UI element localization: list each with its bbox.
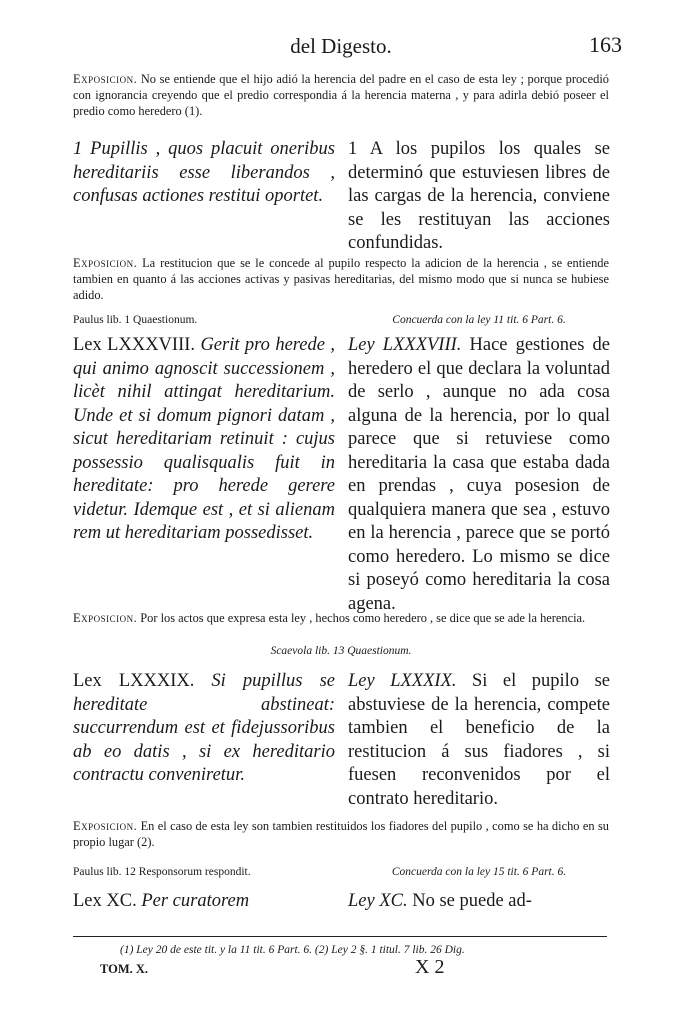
- exposition-3: [73, 610, 609, 626]
- exposition-4: [73, 818, 609, 850]
- exposition-1: [73, 71, 609, 119]
- page-number: 163: [589, 32, 622, 57]
- lex90-latin-text: Per curatorem: [136, 891, 250, 911]
- para1-latin: 1 Pupillis , quos placuit oneribus hereditariis esse liberandos , confusas actiones restitui oportet.: [73, 139, 335, 206]
- lex88-spanish: [348, 334, 610, 616]
- page-title: del Digesto.: [290, 34, 392, 58]
- lex88-latin-heading: Lex LXXXVIII.: [73, 335, 196, 355]
- lex89-latin: [73, 670, 335, 788]
- signature-mark: X 2: [415, 956, 445, 978]
- lex89-spanish-text: Si el pupilo se abstuviese de la herencia, compete tambien el beneficio de la restitucion á sus fiadores , si fuesen reconvenidos por el contrato hereditario.: [348, 671, 610, 809]
- exposition-text: Por los actos que expresa esta ley , hechos como heredero , se dice que se ade la herencia.: [137, 611, 586, 625]
- exposition-label: Exposicion.: [73, 256, 138, 270]
- lex89-latin-heading: Lex LXXXIX.: [73, 671, 195, 691]
- lex90-spanish-text: No se puede ad-: [407, 891, 532, 911]
- lex89-spanish: [348, 670, 610, 811]
- lex88-spanish-heading: Ley LXXXVIII.: [348, 335, 462, 355]
- lex90-concordance: Concuerda con la ley 15 tit. 6 Part. 6.: [391, 866, 567, 878]
- exposition-text: No se entiende que el hijo adió la herencia del padre en el caso de esta ley ; porque procedió con ignorancia creyendo que el predio correspondia á la herencia materna , y para adirla debió poseer el predio como heredero (1).: [73, 72, 609, 118]
- lex89-spanish-heading: Ley LXXXIX.: [348, 671, 457, 691]
- lex88-latin-text: Gerit pro herede , qui animo agnoscit successionem , licèt nihil attingat hereditarium. Unde et si domum pignori datam , sicut hereditariam retinuit : cujus possessio qualisqualis fuit in hereditate: pro herede gerere videtur. Idemque est , et si alienam rem ut hereditariam possedisset.: [73, 335, 335, 543]
- exposition-label: Exposicion.: [73, 72, 138, 86]
- footnotes: (1) Ley 20 de este tit. y la 11 tit. 6 Part. 6. (2) Ley 2 §. 1 titul. 7 lib. 26 Dig.: [120, 944, 465, 956]
- exposition-text: En el caso de esta ley son tambien restituidos los fiadores del pupilo , como se ha dicho en su propio lugar (2).: [73, 819, 609, 849]
- lex88-latin: [73, 334, 335, 546]
- lex90-latin-heading: Lex XC.: [73, 891, 137, 911]
- lex90-spanish: [348, 890, 610, 914]
- footnote-rule: [73, 936, 607, 937]
- lex88-spanish-text: Hace gestiones de heredero el que declara la voluntad de serlo , aunque no ada cosa alguna de la herencia, por lo qual parece que si retuviese como hereditaria la casa que estaba dada en prendas , cuya posesion de qualquiera manera que sea , estuvo en la herencia , parece que se portó como heredero. Lo mismo se dice si poseyó como hereditaria la cosa agena.: [348, 335, 610, 614]
- lex88-source: Paulus lib. 1 Quaestionum.: [73, 314, 198, 326]
- lex90-source: Paulus lib. 12 Responsorum respondit.: [73, 866, 251, 878]
- tome-label: TOM. X.: [100, 962, 149, 976]
- lex89-latin-text: Si pupillus se hereditate abstineat: succurrendum est et fidejussoribus ab eo datis , si ex hereditario contractu conveniretur.: [73, 671, 335, 785]
- exposition-2: [73, 255, 609, 303]
- lex89-source: Scaevola lib. 13 Quaestionum.: [270, 645, 412, 657]
- exposition-text: La restitucion que se le concede al pupilo respecto la adicion de la herencia , se entiende tambien en quanto á las acciones activas y pasivas hereditarias, del mismo modo que si nunca se hubiese adido.: [73, 256, 609, 302]
- lex90-latin: [73, 890, 335, 914]
- exposition-label: Exposicion.: [73, 611, 138, 625]
- exposition-label: Exposicion.: [73, 819, 138, 833]
- lex88-concordance: Concuerda con la ley 11 tit. 6 Part. 6.: [392, 314, 566, 326]
- para1-spanish: 1 A los pupilos los quales se determinó que estuviesen libres de las cargas de la herencia, conviene se les restituyan las acciones confundidas.: [348, 139, 610, 253]
- lex90-spanish-heading: Ley XC.: [348, 891, 408, 911]
